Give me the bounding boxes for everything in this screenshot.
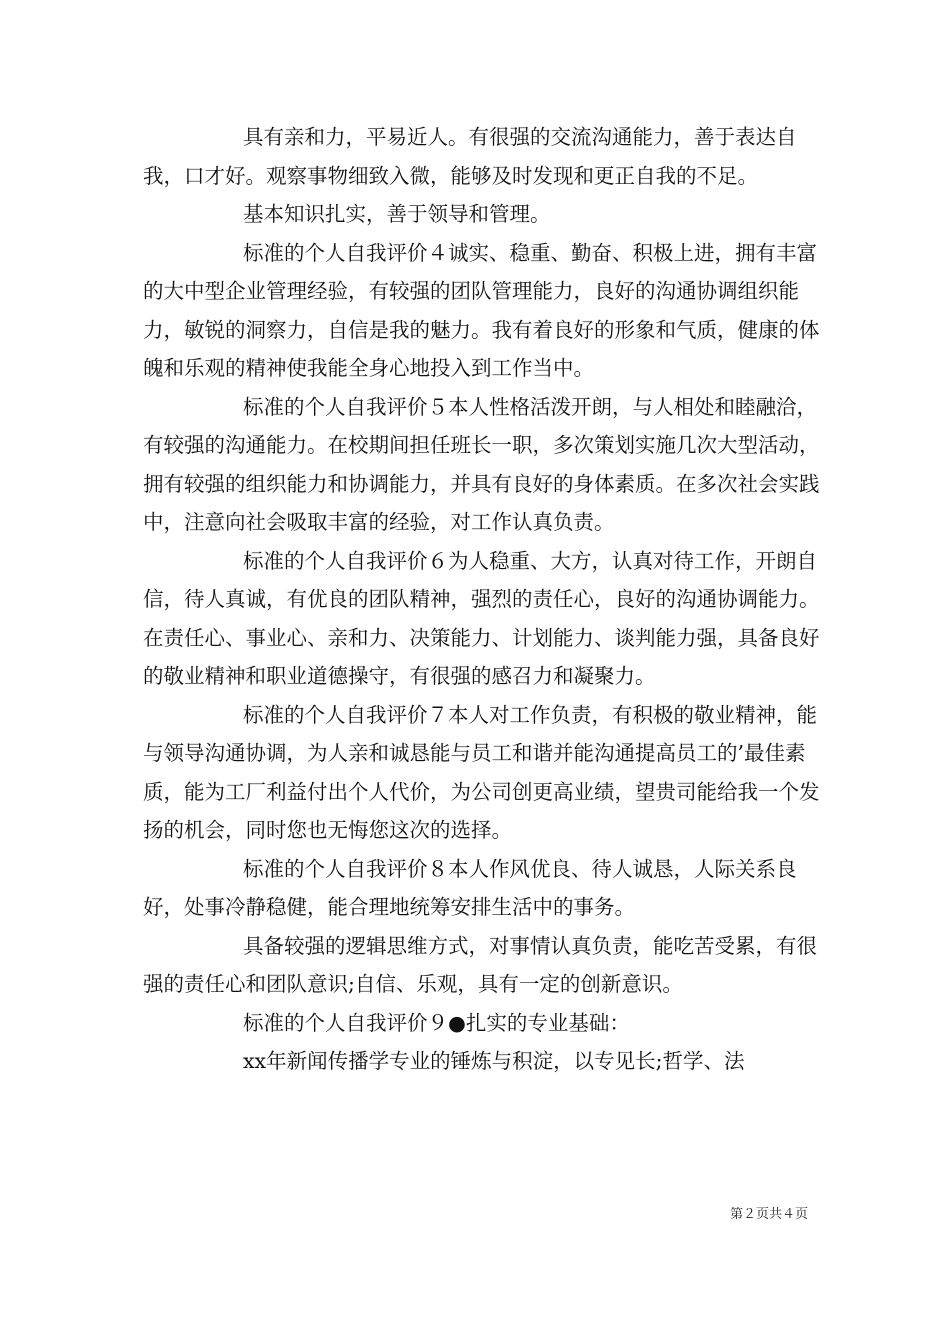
paragraph-3: 标准的个人自我评价４诚实、稳重、勤奋、积极上进，拥有丰富的大中型企业管理经验，有较强的团队管理能力，良好的沟通协调组织能力，敏锐的洞察力，自信是我的魅力。我有着良好的形象和气质，健康的体魄和乐观的精神使我能全身心地投入到工作当中。: [143, 240, 820, 380]
paragraph-4: 标准的个人自我评价５本人性格活泼开朗，与人相处和睦融洽，有较强的沟通能力。在校期间担任班长一职，多次策划实施几次大型活动，拥有较强的组织能力和协调能力，并具有良好的身体素质。在多次社会实践中，注意向社会吸取丰富的经验，对工作认真负责。: [143, 394, 820, 534]
paragraph-9: 标准的个人自我评价９●扎实的专业基础：: [243, 1010, 630, 1035]
document-body: [143, 118, 823, 1081]
paragraph-7: 标准的个人自我评价８本人作风优良、待人诚恳，人际关系良好，处事冷静稳健，能合理地统筹安排生活中的事务。: [143, 856, 797, 919]
paragraph-10: xx年新闻传播学专业的锤炼与积淀，以专见长;哲学、法: [243, 1049, 745, 1073]
paragraph-8: 具备较强的逻辑思维方式，对事情认真负责，能吃苦受累，有很强的责任心和团队意识;自信、乐观，具有一定的创新意识。: [143, 933, 817, 996]
page-number-footer: 第２页共４页: [729, 1207, 808, 1222]
paragraph-5: 标准的个人自我评价６为人稳重、大方，认真对待工作，开朗自信，待人真诚，有优良的团队精神，强烈的责任心，良好的沟通协调能力。在责任心、事业心、亲和力、决策能力、计划能力、谈判能力强，具备良好的敬业精神和职业道德操守，有很强的感召力和凝聚力。: [143, 548, 820, 688]
paragraph-6: 标准的个人自我评价７本人对工作负责，有积极的敬业精神，能与领导沟通协调，为人亲和诚恳能与员工和谐并能沟通提高员工的’最佳素质，能为工厂利益付出个人代价，为公司创更高业绩，望贵司能给我一个发扬的机会，同时您也无悔您这次的选择。: [143, 702, 820, 842]
paragraph-1: 具有亲和力，平易近人。有很强的交流沟通能力，善于表达自我，口才好。观察事物细致入微，能够及时发现和更正自我的不足。: [143, 125, 797, 188]
paragraph-2: 基本知识扎实，善于领导和管理。: [243, 202, 551, 226]
